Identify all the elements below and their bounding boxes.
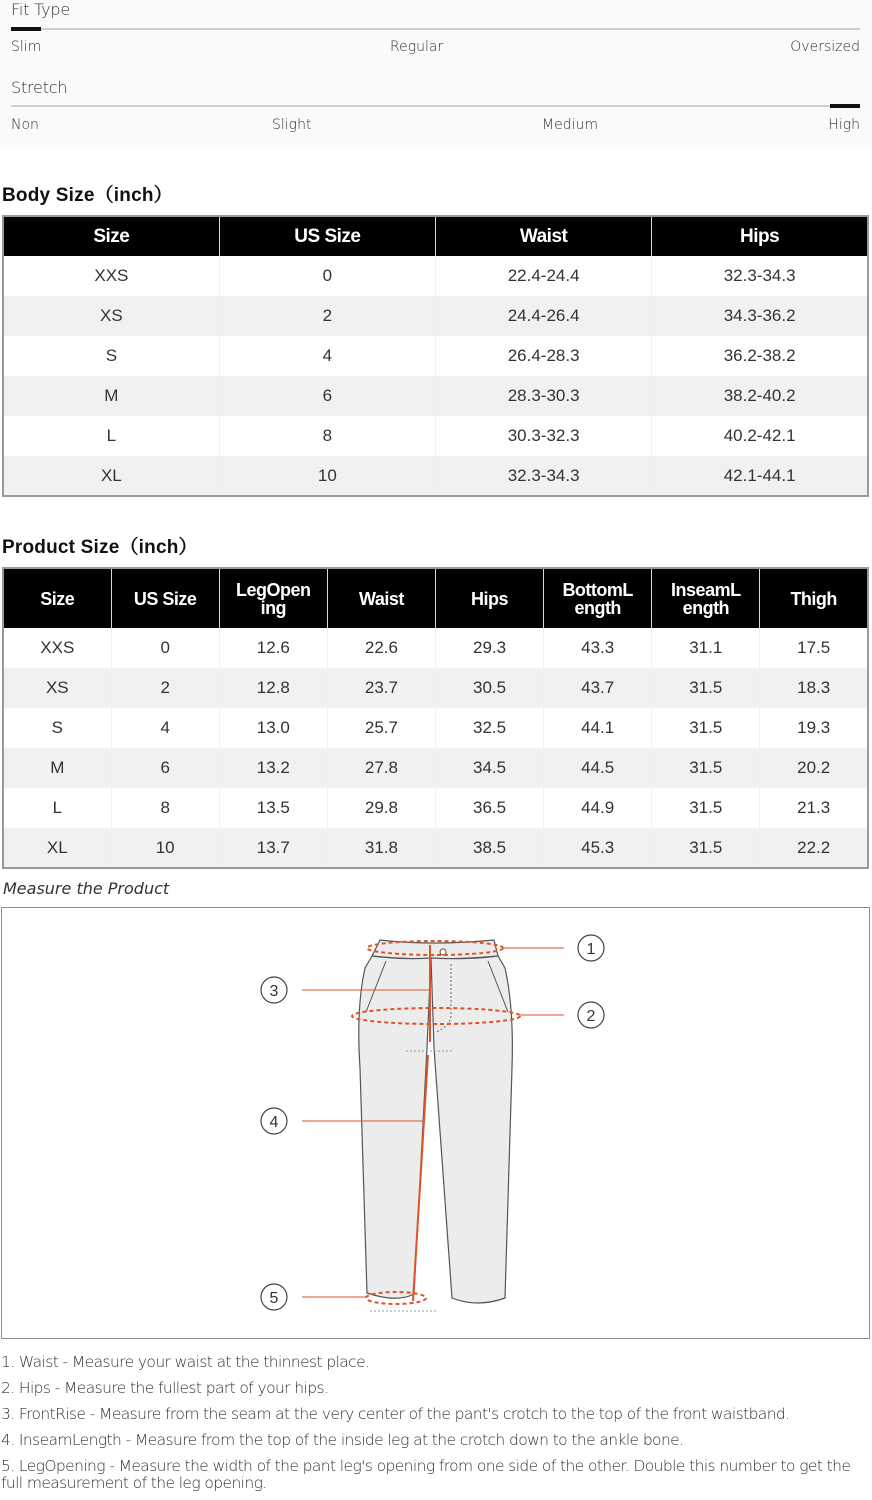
stretch-track (11, 105, 860, 107)
cell-size: XL (3, 456, 219, 496)
cell-hips: 29.3 (436, 628, 544, 668)
table-row (3, 828, 868, 868)
cell-bottom-length: 43.7 (544, 668, 652, 708)
table-row (3, 296, 868, 336)
column-header-waist: Waist (327, 568, 435, 628)
cell-us-size: 4 (111, 708, 219, 748)
table-header-row (3, 568, 868, 628)
stretch-label-slight: Slight (272, 117, 312, 133)
stretch-title: Stretch (11, 78, 68, 97)
column-header-inseam-length: InseamL ength (652, 568, 760, 628)
cell-inseam-length: 31.1 (652, 628, 760, 668)
cell-size: L (3, 416, 219, 456)
column-header-us-size: US Size (219, 216, 435, 256)
stretch-marker (830, 104, 860, 108)
cell-hips: 36.2-38.2 (652, 336, 868, 376)
cell-waist: 27.8 (327, 748, 435, 788)
cell-waist: 29.8 (327, 788, 435, 828)
cell-leg-opening: 12.8 (219, 668, 327, 708)
cell-size: M (3, 748, 111, 788)
table-row (3, 748, 868, 788)
table-row (3, 256, 868, 296)
cell-size: XS (3, 668, 111, 708)
table-header-row (3, 216, 868, 256)
cell-us-size: 0 (219, 256, 435, 296)
cell-hips: 38.2-40.2 (652, 376, 868, 416)
table-row (3, 628, 868, 668)
cell-inseam-length: 31.5 (652, 788, 760, 828)
column-header-leg-opening: LegOpen ing (219, 568, 327, 628)
cell-size: XXS (3, 256, 219, 296)
cell-inseam-length: 31.5 (652, 708, 760, 748)
column-header-bottom-length: BottomL ength (544, 568, 652, 628)
body-size-table (2, 215, 869, 497)
measure-caption: Measure the Product (3, 879, 170, 898)
measurement-instructions (1, 1354, 869, 1500)
cell-hips: 34.3-36.2 (652, 296, 868, 336)
fit-type-label-regular: Regular (390, 39, 444, 55)
cell-thigh: 19.3 (760, 708, 868, 748)
instruction-waist: 1. Waist - Measure your waist at the thinnest place. (1, 1353, 370, 1371)
column-header-us-size: US Size (111, 568, 219, 628)
cell-us-size: 6 (219, 376, 435, 416)
cell-thigh: 17.5 (760, 628, 868, 668)
cell-thigh: 21.3 (760, 788, 868, 828)
cell-waist: 30.3-32.3 (436, 416, 652, 456)
cell-bottom-length: 44.1 (544, 708, 652, 748)
stretch-label-high: High (828, 117, 860, 133)
table-row (3, 376, 868, 416)
column-header-size: Size (3, 216, 219, 256)
product-size-title: Product Size（inch） (2, 537, 198, 558)
cell-bottom-length: 45.3 (544, 828, 652, 868)
cell-leg-opening: 12.6 (219, 628, 327, 668)
cell-size: M (3, 376, 219, 416)
cell-inseam-length: 31.5 (652, 668, 760, 708)
fit-type-label-slim: Slim (11, 39, 42, 55)
cell-us-size: 8 (111, 788, 219, 828)
cell-hips: 32.5 (436, 708, 544, 748)
cell-waist: 23.7 (327, 668, 435, 708)
cell-size: L (3, 788, 111, 828)
pants-measurement-diagram (1, 907, 870, 1339)
cell-us-size: 8 (219, 416, 435, 456)
cell-us-size: 2 (111, 668, 219, 708)
instruction-leg-opening: 5. LegOpening - Measure the width of the pant leg's opening from one side of the other. Double this number to get the full measurement of the leg opening. (1, 1457, 851, 1492)
cell-waist: 26.4-28.3 (436, 336, 652, 376)
cell-bottom-length: 44.5 (544, 748, 652, 788)
pants-illustration-icon (2, 908, 871, 1340)
cell-thigh: 20.2 (760, 748, 868, 788)
cell-size: XS (3, 296, 219, 336)
column-header-thigh: Thigh (760, 568, 868, 628)
table-row (3, 416, 868, 456)
column-header-hips: Hips (652, 216, 868, 256)
cell-hips: 38.5 (436, 828, 544, 868)
callout-4: 4 (269, 1114, 279, 1131)
cell-size: XXS (3, 628, 111, 668)
fit-type-track (11, 28, 860, 30)
cell-thigh: 18.3 (760, 668, 868, 708)
cell-us-size: 4 (219, 336, 435, 376)
cell-waist: 32.3-34.3 (436, 456, 652, 496)
cell-size: S (3, 708, 111, 748)
cell-hips: 32.3-34.3 (652, 256, 868, 296)
cell-hips: 30.5 (436, 668, 544, 708)
callout-1: 1 (586, 941, 596, 958)
cell-leg-opening: 13.2 (219, 748, 327, 788)
cell-hips: 36.5 (436, 788, 544, 828)
cell-leg-opening: 13.7 (219, 828, 327, 868)
table-row (3, 456, 868, 496)
cell-waist: 22.6 (327, 628, 435, 668)
product-size-table (2, 567, 869, 869)
body-size-title: Body Size（inch） (2, 185, 173, 206)
callout-3: 3 (269, 983, 279, 1000)
cell-inseam-length: 31.5 (652, 828, 760, 868)
column-header-size: Size (3, 568, 111, 628)
cell-waist: 22.4-24.4 (436, 256, 652, 296)
cell-waist: 31.8 (327, 828, 435, 868)
instruction-hips: 2. Hips - Measure the fullest part of your hips. (1, 1379, 329, 1397)
instruction-front-rise: 3. FrontRise - Measure from the seam at the very center of the pant's crotch to the top of the front waistband. (1, 1405, 790, 1423)
table-row (3, 336, 868, 376)
stretch-label-medium: Medium (542, 117, 598, 133)
fit-type-label-oversized: Oversized (790, 39, 860, 55)
column-header-waist: Waist (436, 216, 652, 256)
table-row (3, 788, 868, 828)
cell-waist: 25.7 (327, 708, 435, 748)
cell-bottom-length: 43.3 (544, 628, 652, 668)
cell-size: S (3, 336, 219, 376)
fit-type-title: Fit Type (11, 0, 70, 19)
callout-2: 2 (586, 1008, 596, 1025)
cell-bottom-length: 44.9 (544, 788, 652, 828)
cell-waist: 28.3-30.3 (436, 376, 652, 416)
table-row (3, 708, 868, 748)
cell-hips: 40.2-42.1 (652, 416, 868, 456)
instruction-inseam-length: 4. InseamLength - Measure from the top of the inside leg at the crotch down to the ankle bone. (1, 1431, 684, 1449)
cell-us-size: 0 (111, 628, 219, 668)
cell-waist: 24.4-26.4 (436, 296, 652, 336)
cell-leg-opening: 13.0 (219, 708, 327, 748)
cell-us-size: 2 (219, 296, 435, 336)
callout-5: 5 (269, 1290, 279, 1307)
cell-leg-opening: 13.5 (219, 788, 327, 828)
cell-us-size: 6 (111, 748, 219, 788)
cell-hips: 42.1-44.1 (652, 456, 868, 496)
cell-thigh: 22.2 (760, 828, 868, 868)
fit-stretch-panel (0, 0, 872, 145)
stretch-label-non: Non (11, 117, 39, 133)
table-row (3, 668, 868, 708)
fit-type-marker (11, 27, 41, 31)
column-header-hips: Hips (436, 568, 544, 628)
cell-us-size: 10 (219, 456, 435, 496)
cell-hips: 34.5 (436, 748, 544, 788)
cell-size: XL (3, 828, 111, 868)
cell-us-size: 10 (111, 828, 219, 868)
cell-inseam-length: 31.5 (652, 748, 760, 788)
